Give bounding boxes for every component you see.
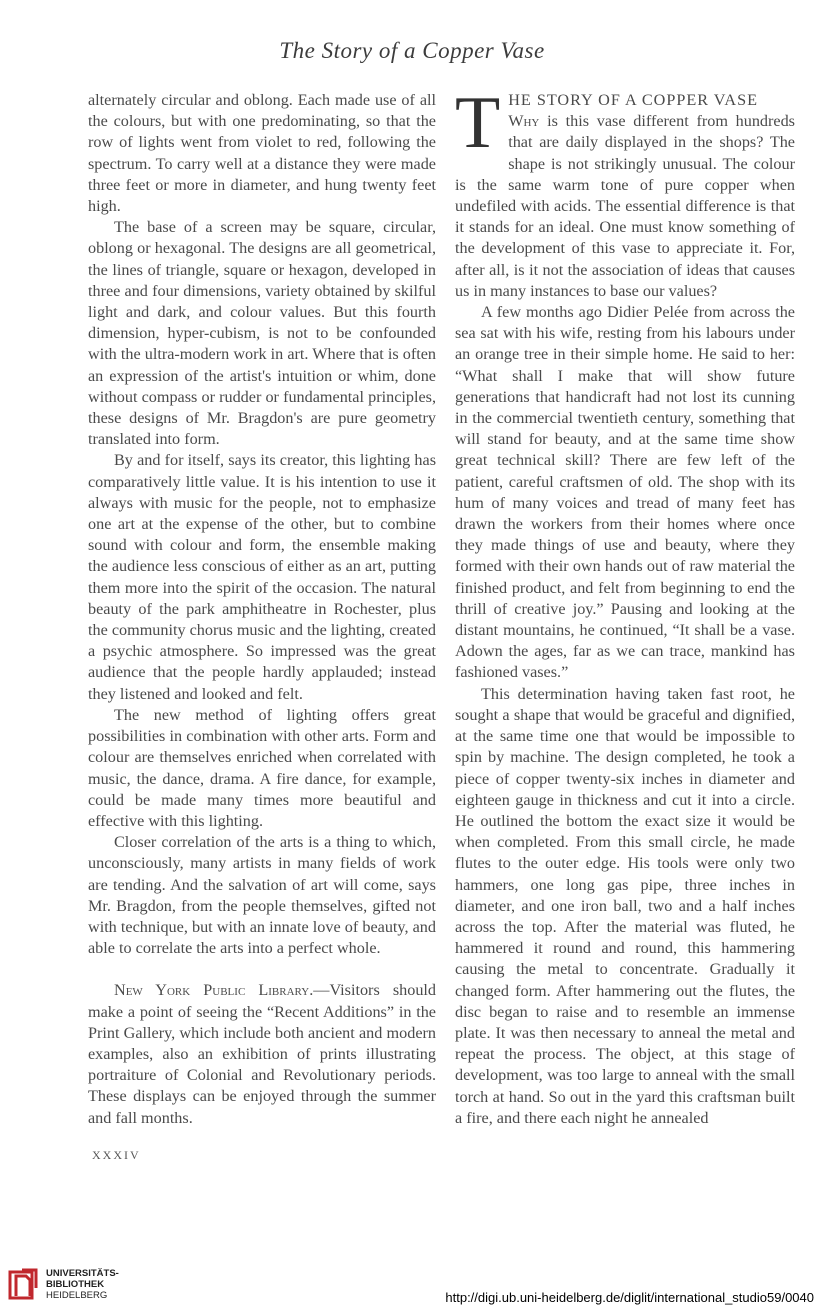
drop-cap: T [455, 82, 501, 164]
library-logo-icon [8, 1266, 40, 1302]
logo-line: UNIVERSITÄTS- [46, 1268, 119, 1279]
logo-line: BIBLIOTHEK [46, 1279, 105, 1290]
library-name [46, 1268, 119, 1301]
footer [0, 1262, 824, 1309]
logo-line: HEIDELBERG [46, 1290, 108, 1301]
left-column [88, 90, 436, 1129]
intro-text: is this vase different from hundreds that are daily displayed in the shops? The shape is not strikingly unusual. The colour is the same warm tone of pure copper when undefiled with acids. The essential difference is that it stands for an ideal. One must know something of the development of this vase to appreciate it. For, after all, is it not the association of ideas that causes us in many instances to base our values? [455, 112, 795, 300]
lead-word: Why [508, 112, 540, 131]
paragraph: The new method of lighting offers great possibilities in combination with other arts. Form and colour are themselves enriched when correlated with music, the dance, drama. A fire dance, for example, could be made many times more beautiful and effective with this lighting. [88, 705, 436, 830]
running-head: The Story of a Copper Vase [279, 38, 545, 63]
paragraph: This determination having taken fast root, he sought a shape that would be graceful and dignified, at the same time one that would be impossible to spin by machine. The design completed, he took a piece of copper twenty-six inches in diameter and eighteen gauge in thickness and cut it into a circle. He outlined the bottom the exact size it would be when completed. From this small circle, he made flutes to the outer edge. His tools were only two hammers, one long gas pipe, three inches in diameter, and one iron ball, two and a half inches across the top. After the material was fluted, he hammered it round and round, this hammering causing the metal to concentrate. Gradually it changed form. After hammering out the flutes, the disc began to raise and to resemble an immense plate. It was then necessary to anneal the metal and repeat the process. The object, at this stage of development, was too large to anneal with the small torch at hand. So out in the yard this craftsman built a fire, and there each night he annealed [455, 684, 795, 1127]
paragraph: The base of a screen may be square, circular, oblong or hexagonal. The designs are all geometrical, the lines of triangle, square or hexagon, developed in three and four dimensions, variety obtained by skilful light and dark, and colour values. But this fourth dimension, hyper-cubism, is not to be confounded with the ultra-modern work in art. Where that is often an expression of the artist's intuition or whim, done without compass or rudder or fundamental principles, these designs of Mr. Bragdon's are pure geometry translated into form. [88, 218, 436, 449]
notice-body: —Visitors should make a point of seeing the “Recent Additions” in the Print Gallery, which include both ancient and modern examples, also an exhibition of prints illustrating portraiture of Colonial and Revolutionary periods. These displays can be enjoyed through the summer and fall months. [88, 981, 437, 1127]
paragraph: A few months ago Didier Pelée from across the sea sat with his wife, resting from his labours under an orange tree in their simple home. He said to her: “What shall I make that will show future generations that handicraft had not lost its cunning in the commercial twentieth century, something that will stand for beauty, and at the same time show great technical skill? There are few left of the patient, careful craftsmen of old. The shop with its hum of many voices and tread of many feet has drawn the workers from their homes where once they made things of use and beauty, where they formed with their own hands out of raw material the finished product, and felt from beginning to end the thrill of creative joy.” Pausing and looking at the distant mountains, he continued, “It shall be a vase. Adown the ages, far as we can trace, mankind has fashioned vases.” [455, 303, 795, 682]
paragraph: Closer correlation of the arts is a thing to which, unconsciously, many artists in many fields of work are tending. And the salvation of art will come, says Mr. Bragdon, from the people themselves, gifted not with technique, but with an innate love of beauty, and able to correlate the arts into a perfect whole. [88, 833, 436, 958]
notice-title: New York Public Library. [114, 981, 314, 1000]
paragraph: alternately circular and oblong. Each made use of all the colours, but with one predominating, so that the row of lights went from violet to red, following the spectrum. To carry well at a distance they were made three feet or more in diameter, and hung twenty feet high. [88, 91, 436, 216]
article-opening [455, 82, 795, 302]
page-number: XXXIV [92, 1148, 141, 1162]
paragraph: By and for itself, says its creator, this lighting has comparatively little value. It is his intention to use it always with music for the people, not to emphasize one art at the expense of the other, but to combine sound with colour and form, the ensemble making the audience less conscious of either as an art, putting them more into the spirit of the occasion. The natural beauty of the park amphitheatre in Rochester, plus the community chorus music and the lighting, created a psychic atmosphere. So impressed was the great audience that the people hardly applauded; instead they listened and looked and felt. [88, 451, 436, 703]
library-notice [88, 980, 436, 1128]
source-url-link[interactable]: http://digi.ub.uni-heidelberg.de/diglit/international_studio59/0040 [445, 1290, 814, 1305]
article-heading: HE STORY OF A COPPER VASE [508, 91, 758, 109]
right-column [455, 82, 795, 1129]
